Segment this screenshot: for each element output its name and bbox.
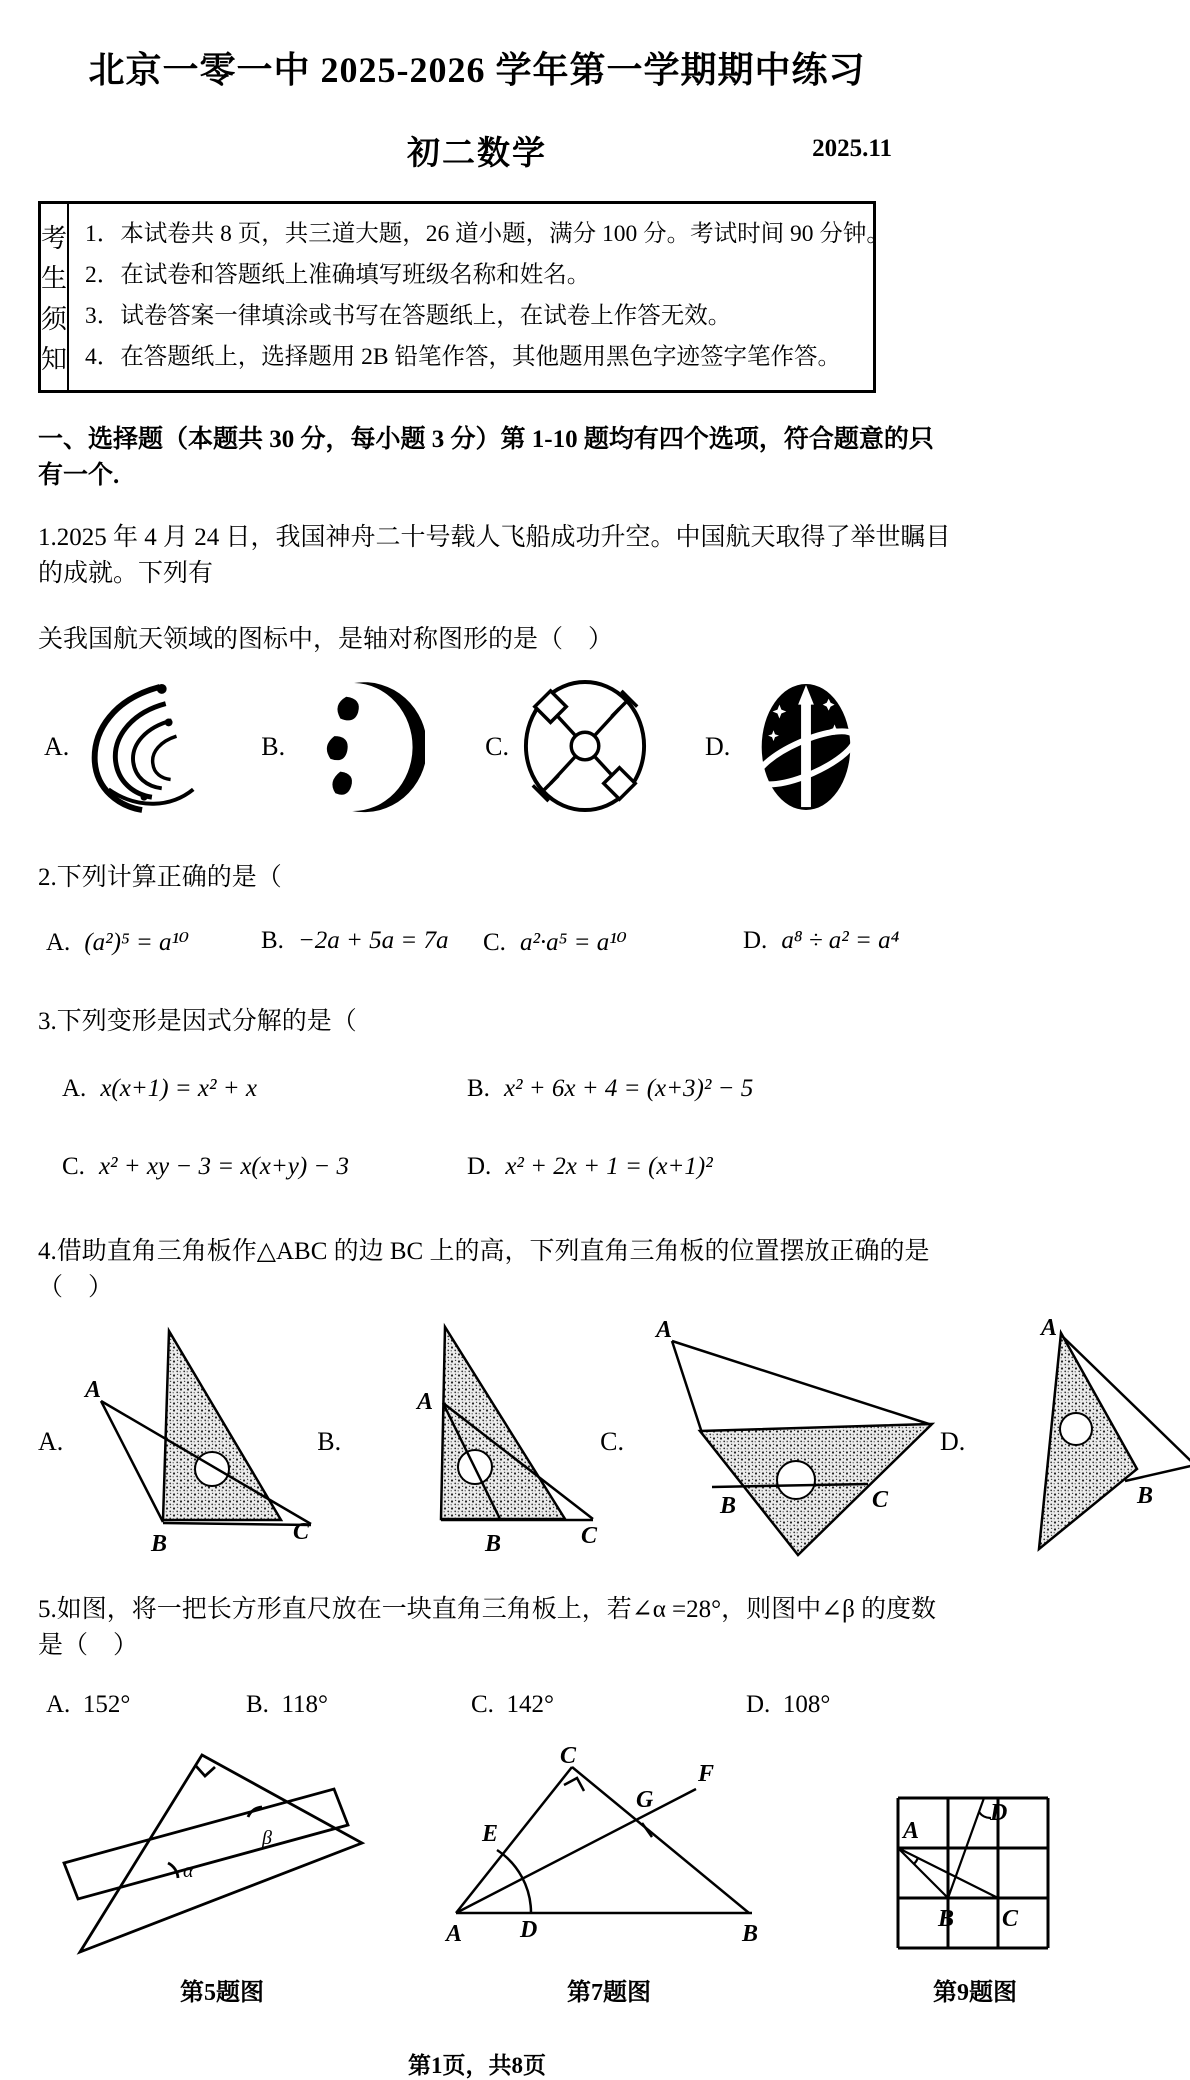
q3-option-d: D. x² + 2x + 1 = (x+1)² [467, 1153, 713, 1180]
formula: a⁸ ÷ a² = a⁴ [781, 927, 900, 954]
figure-9-caption: 第9题图 [933, 1980, 1017, 2006]
q3-option-c: C. x² + xy − 3 = x(x+y) − 3 [62, 1153, 350, 1180]
option-value: 118° [281, 1691, 329, 1718]
svg-text:A: A [655, 1317, 672, 1343]
svg-text:A: A [1041, 1317, 1058, 1341]
q4-option-b [317, 1317, 600, 1567]
figure-7 [444, 1745, 774, 2007]
q4-option-d [940, 1317, 1190, 1567]
formula: x² + 2x + 1 = (x+1)² [505, 1153, 713, 1180]
set-square-diagram-a [67, 1317, 317, 1567]
notice-char: 生 [41, 264, 68, 294]
notice-vertical-label [41, 204, 69, 390]
question-4-text: 4.借助直角三角板作△ABC 的边 BC 上的高，下列直角三角板的位置摆放正确的是（ ） [38, 1238, 930, 1301]
figure-5 [52, 1745, 392, 2007]
triangle-construction-figure [444, 1745, 774, 1960]
ruler-triangle-figure [52, 1745, 392, 1960]
notice-item: 2．在试卷和答题纸上准确填写班级名称和姓名。 [85, 262, 591, 288]
set-square-diagram-c [628, 1317, 940, 1567]
figure-9 [890, 1788, 1060, 2007]
candidate-notice-box [38, 201, 890, 393]
section-1-heading: 一、选择题（本题共 30 分，每小题 3 分）第 1-10 题均有四个选项，符合题意的只有一个. [38, 426, 934, 489]
q3-option-b: B. x² + 6x + 4 = (x+3)² − 5 [467, 1075, 754, 1102]
q1-option-c [485, 679, 649, 815]
question-2-text: 2.下列计算正确的是（ [38, 864, 282, 891]
crescent-ink-logo-icon [297, 679, 425, 815]
option-value: 108° [782, 1691, 831, 1718]
question-3-options [62, 1075, 1190, 1181]
formula: x² + 6x + 4 = (x+3)² − 5 [503, 1075, 754, 1102]
notice-char: 考 [41, 224, 68, 253]
rocket-space-logo-icon [742, 679, 870, 815]
q5-option-c: C. 142° [471, 1691, 554, 1718]
notice-char: 须 [41, 304, 68, 334]
subtitle-row [38, 127, 916, 175]
set-square-diagram-b [345, 1317, 600, 1567]
notice-item: 1．本试卷共 8 页，共三道大题，26 道小题，满分 100 分。考试时间 90 分钟。 [85, 221, 890, 247]
subject-title: 初二数学 [407, 136, 547, 172]
q1-option-a [44, 679, 209, 815]
q2-option-b: B. −2a + 5a = 7a [261, 927, 449, 954]
option-value: 142° [506, 1691, 554, 1718]
svg-text:F: F [698, 1761, 715, 1787]
formula: x² + xy − 3 = x(x+y) − 3 [98, 1153, 350, 1180]
svg-text:B: B [742, 1921, 759, 1947]
grid-angles-figure [890, 1788, 1060, 1960]
option-value: 152° [82, 1691, 131, 1718]
svg-text:C: C [1002, 1906, 1019, 1932]
option-label: C. [600, 1427, 624, 1456]
q1-option-d [705, 679, 870, 815]
svg-text:E: E [482, 1821, 499, 1847]
notice-item: 3．试卷答案一律填涂或书写在答题纸上，在试卷上作答无效。 [85, 303, 732, 329]
q5-option-d: D. 108° [746, 1691, 831, 1718]
question-5-text: 5.如图，将一把长方形直尺放在一块直角三角板上，若∠α =28°，则图中∠β 的度数是（ ） [38, 1596, 937, 1659]
question-3-text: 3.下列变形是因式分解的是（ [38, 1008, 357, 1035]
formula: x(x+1) = x² + x [100, 1075, 257, 1102]
option-label: A. [44, 732, 70, 761]
satellite-logo-icon [521, 679, 649, 815]
q1-option-b [261, 679, 425, 815]
svg-text:C: C [871, 1487, 888, 1513]
option-label: D. [939, 1427, 966, 1456]
figures-row [38, 1745, 1190, 2007]
q5-option-b: B. 118° [246, 1691, 329, 1718]
question-2-options [46, 927, 1190, 957]
exam-date: 2025.11 [812, 135, 892, 162]
svg-text:A: A [417, 1389, 434, 1415]
q2-option-c: C. a²·a⁵ = a¹⁰ [483, 929, 627, 956]
option-label: B. [317, 1427, 342, 1456]
svg-text:D: D [520, 1917, 538, 1943]
svg-text:B: B [1137, 1483, 1154, 1509]
svg-text:B: B [485, 1531, 502, 1557]
svg-text:B: B [151, 1531, 168, 1557]
svg-text:C: C [560, 1745, 577, 1769]
question-4-diagrams [38, 1317, 1190, 1567]
q2-option-d: D. a⁸ ÷ a² = a⁴ [743, 927, 900, 954]
page-title: 北京一零一中 2025-2026 学年第一学期期中练习 [88, 50, 866, 90]
question-1-options [38, 679, 948, 815]
notice-char: 知 [41, 344, 68, 374]
svg-text:A: A [903, 1818, 920, 1844]
svg-text:β: β [262, 1827, 272, 1849]
svg-text:G: G [636, 1787, 654, 1813]
question-5-options [46, 1691, 1190, 1719]
figure-5-caption: 第5题图 [180, 1980, 264, 2006]
q3-option-a: A. x(x+1) = x² + x [62, 1075, 257, 1102]
svg-text:C: C [581, 1523, 598, 1549]
svg-text:B: B [938, 1906, 955, 1932]
svg-text:D: D [990, 1800, 1008, 1826]
question-1-text-line1: 1.2025 年 4 月 24 日，我国神舟二十号载人飞船成功升空。中国航天取得了举世瞩目的成就。下列有 [38, 524, 951, 587]
q5-option-a: A. 152° [46, 1691, 131, 1718]
svg-text:C: C [293, 1519, 310, 1545]
set-square-diagram-d [969, 1317, 1190, 1567]
page-footer: 第1页，共8页 [408, 2053, 546, 2078]
option-label: B. [261, 732, 286, 761]
notice-item: 4．在答题纸上，选择题用 2B 铅笔作答，其他题用黑色字迹签字笔作答。 [85, 344, 841, 370]
notice-items [69, 204, 896, 390]
figure-7-caption: 第7题图 [567, 1980, 651, 2006]
q2-option-a: A. (a²)⁵ = a¹⁰ [46, 929, 190, 956]
svg-text:A: A [446, 1921, 463, 1947]
formula: a²·a⁵ = a¹⁰ [519, 929, 627, 956]
spiral-orbit-logo-icon [81, 679, 209, 815]
svg-text:A: A [85, 1377, 102, 1403]
q4-option-c [600, 1317, 940, 1567]
q4-option-a [38, 1317, 317, 1567]
svg-text:α: α [183, 1860, 194, 1882]
svg-text:B: B [719, 1493, 736, 1519]
formula: −2a + 5a = 7a [297, 927, 449, 954]
formula: (a²)⁵ = a¹⁰ [84, 929, 190, 956]
option-label: A. [38, 1427, 64, 1456]
question-1-text-line2: 关我国航天领域的图标中，是轴对称图形的是（ ） [38, 626, 614, 653]
option-label: C. [485, 732, 509, 761]
option-label: D. [704, 732, 731, 761]
